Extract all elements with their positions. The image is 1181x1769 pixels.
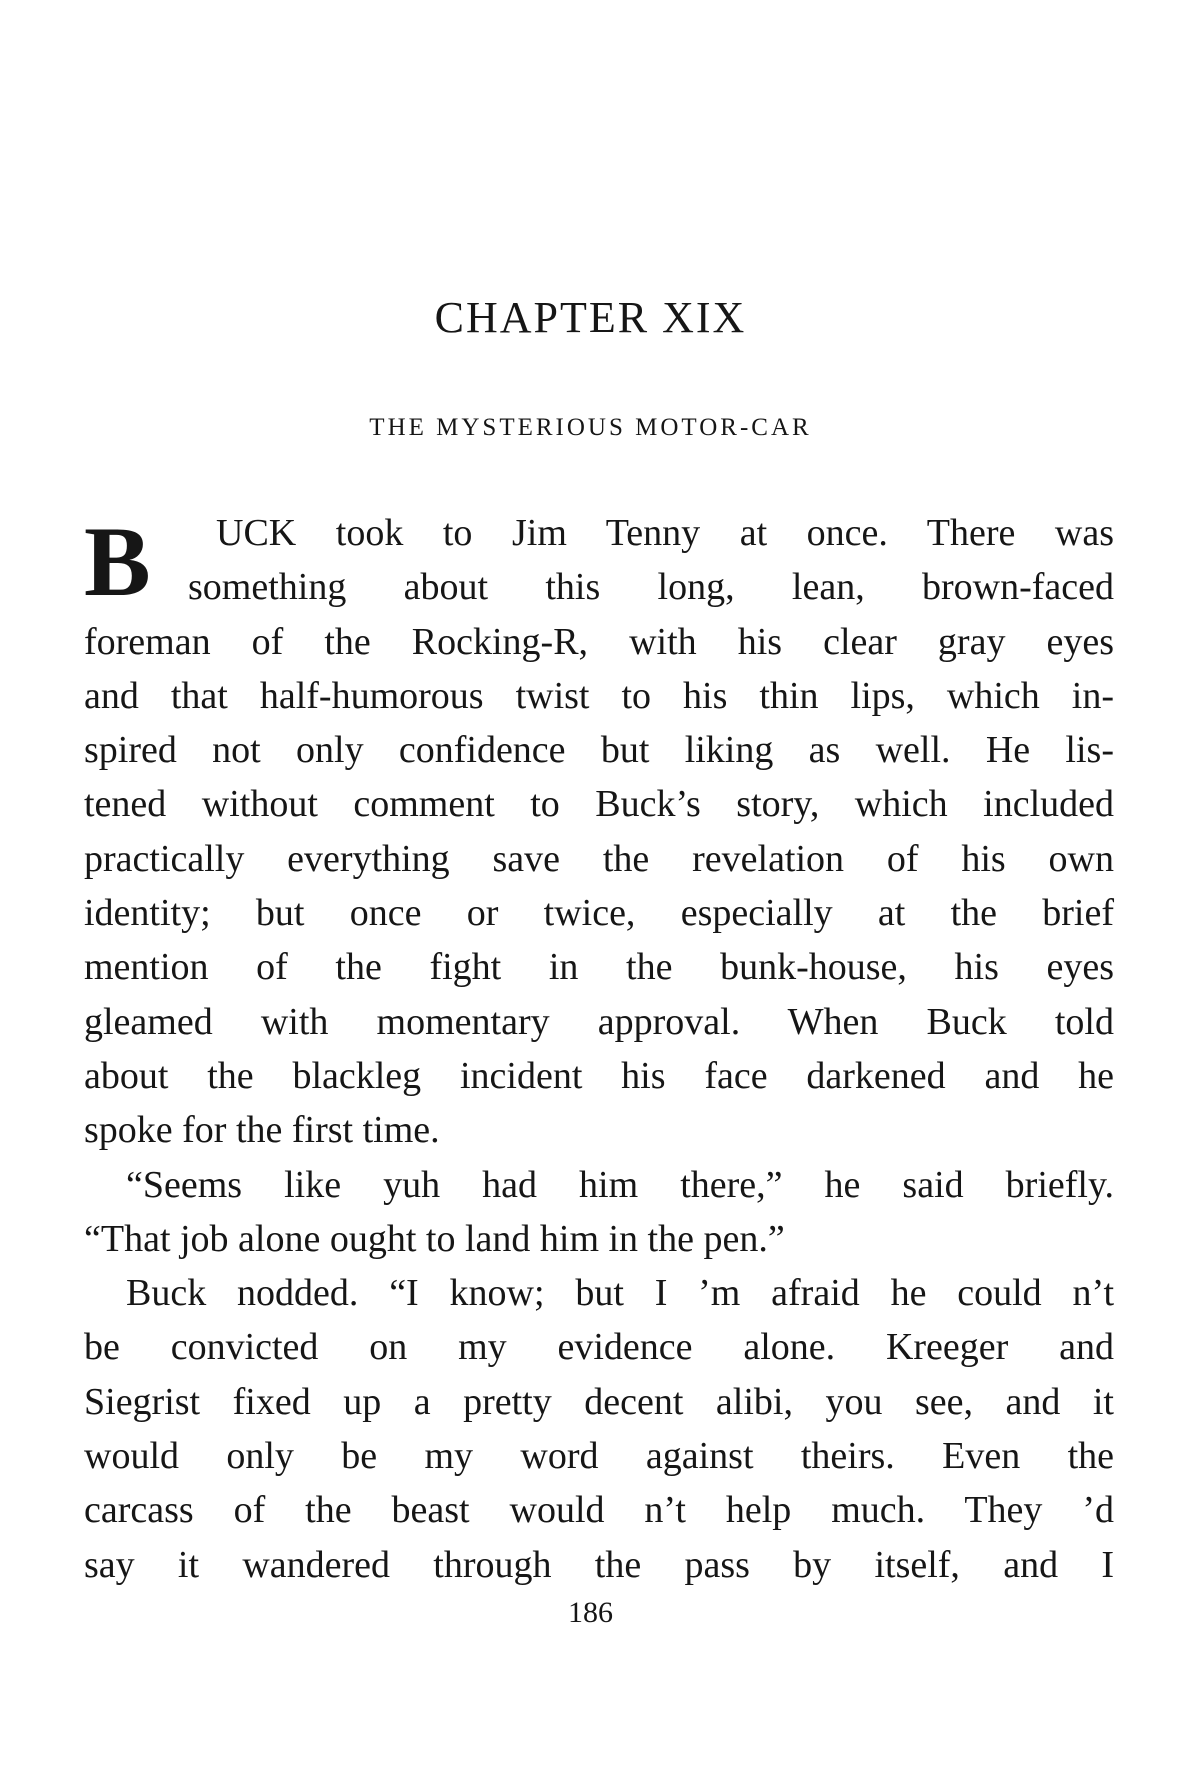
text-line: UCK took to Jim Tenny at once. There was xyxy=(216,512,1114,554)
chapter-title: CHAPTER XIX xyxy=(434,293,747,342)
text-line: carcass of the beast would n’t help much. They ’d xyxy=(84,1489,1114,1532)
body-text xyxy=(84,506,1114,1592)
text-line: spired not only confidence but liking as well. He lis- xyxy=(84,729,1114,772)
text-line: would only be my word against theirs. Even the xyxy=(84,1435,1114,1478)
text-line: something about this long, lean, brown-faced xyxy=(188,566,1114,609)
text-line: and that half-humorous twist to his thin lips, which in- xyxy=(84,674,1114,717)
text-line: “Seems like yuh had him there,” he said briefly. xyxy=(126,1163,1114,1206)
text-line: practically everything save the revelation of his own xyxy=(84,837,1114,880)
text-line: Siegrist fixed up a pretty decent alibi, you see, and it xyxy=(84,1380,1114,1423)
text-line: Buck nodded. “I know; but I ’m afraid he could n’t xyxy=(126,1272,1114,1315)
page-number: 186 xyxy=(568,1596,613,1629)
drop-cap: B xyxy=(84,506,151,617)
text-line: about the blackleg incident his face darkened and he xyxy=(84,1054,1114,1097)
text-line: foreman of the Rocking-R, with his clear gray eyes xyxy=(84,620,1114,663)
text-line: tened without comment to Buck’s story, which included xyxy=(84,783,1114,826)
chapter-subtitle: THE MYSTERIOUS MOTOR-CAR xyxy=(369,414,812,441)
text-line: be convicted on my evidence alone. Kreeger and xyxy=(84,1326,1114,1369)
text-line: identity; but once or twice, especially at the brief xyxy=(84,892,1114,935)
text-line: mention of the fight in the bunk-house, his eyes xyxy=(84,946,1114,989)
text-line: spoke for the first time. xyxy=(84,1109,440,1152)
text-line: gleamed with momentary approval. When Buck told xyxy=(84,1000,1114,1043)
text-line: say it wandered through the pass by itself, and I xyxy=(84,1543,1114,1586)
text-line: “That job alone ought to land him in the pen.” xyxy=(84,1217,785,1260)
